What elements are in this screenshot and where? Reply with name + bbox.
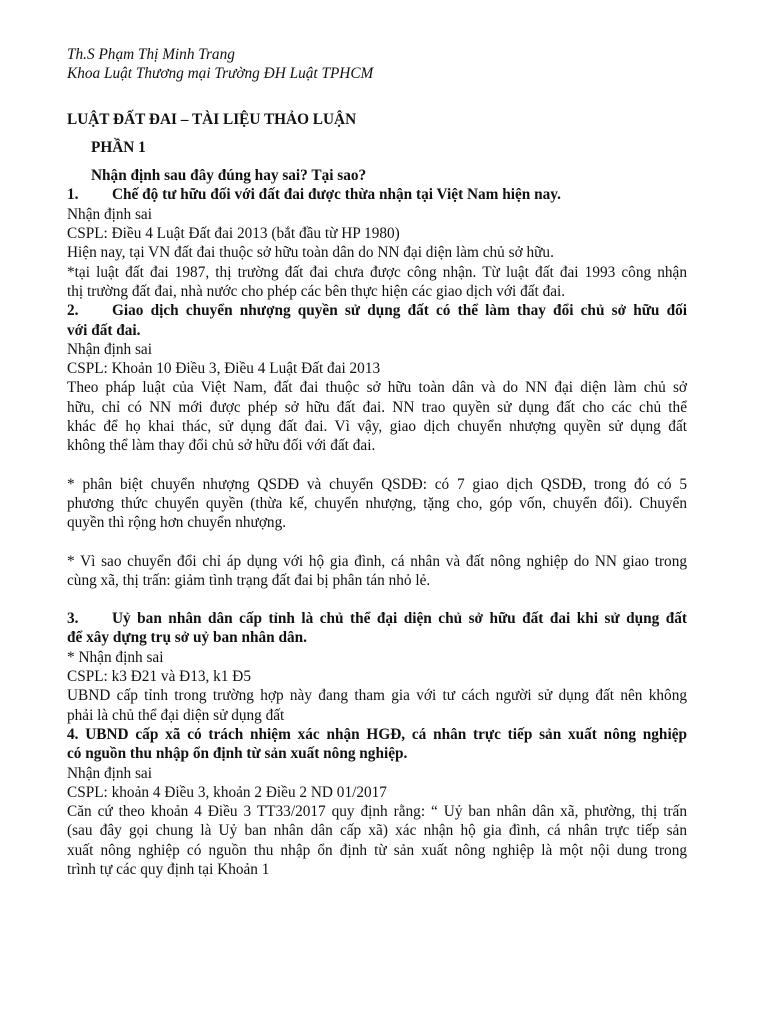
q2-note-line: * Vì sao chuyển đổi chỉ áp dụng với hộ gia đình, cá nhân và đất nông nghiệp do NN giao trong xyxy=(67,552,687,570)
q1-cspl: CSPL: Điều 4 Luật Đất đai 2013 (bắt đầu từ HP 1980) xyxy=(67,225,400,243)
q1-title-text: Chế độ tư hữu đối với đất đai được thừa nhận tại Việt Nam hiện nay. xyxy=(112,186,561,204)
q1-paragraph: Hiện nay, tại VN đất đai thuộc sở hữu toàn dân do NN đại diện làm chủ sở hữu. xyxy=(67,244,554,262)
q3-number: 3. xyxy=(67,610,79,628)
author-affiliation: Khoa Luật Thương mại Trường ĐH Luật TPHCM xyxy=(67,65,374,83)
blank-line xyxy=(67,456,687,475)
q3-cspl: CSPL: k3 Đ21 và Đ13, k1 Đ5 xyxy=(67,668,251,686)
q2-verdict: Nhận định sai xyxy=(67,340,152,358)
q3-verdict: * Nhận định sai xyxy=(67,648,164,666)
q4-title: 4. UBND cấp xã có trách nhiệm xác nhận HGĐ, cá nhân trực tiếp sản xuất nông nghiệp xyxy=(67,725,687,743)
q2-cspl: CSPL: Khoản 10 Điều 3, Điều 4 Luật Đất đai 2013 xyxy=(67,360,381,378)
q4-paragraph-line: xuất nông nghiệp có nguồn thu nhập ổn định từ sản xuất nông nghiệp là một nội dung trong xyxy=(67,841,687,859)
q4-cspl: CSPL: khoản 4 Điều 3, khoản 2 Điều 2 ND 01/2017 xyxy=(67,783,387,801)
q3-paragraph-line: phải là chủ thể đại diện sử dụng đất xyxy=(67,706,285,724)
q2-paragraph-line: Theo pháp luật của Việt Nam, đất đai thuộc sở hữu toàn dân và do NN đại diện làm chủ sở xyxy=(67,379,687,397)
q2-paragraph-line: hữu, chỉ có NN mới được phép sở hữu đất đai. NN trao quyền sử dụng đất cho các chủ thể xyxy=(67,398,687,416)
document-title: LUẬT ĐẤT ĐAI – TÀI LIỆU THẢO LUẬN xyxy=(67,110,357,128)
q2-note-line: phương thức chuyển quyền (thừa kế, chuyển nhượng, tặng cho, góp vốn, chuyển đổi). Chuyển xyxy=(67,494,687,512)
q3-title-text: Uỷ ban nhân dân cấp tỉnh là chủ thể đại diện chủ sở hữu đất đai khi sử dụng đất xyxy=(112,610,687,628)
q2-note-line: cùng xã, thị trấn: giảm tình trạng đất đai bị phân tán nhỏ lẻ. xyxy=(67,571,431,589)
author-name: Th.S Phạm Thị Minh Trang xyxy=(67,46,235,63)
q4-paragraph-line: Căn cứ theo khoản 4 Điều 3 TT33/2017 quy định rằng: “ Uỷ ban nhân dân xã, phường, thị trấn xyxy=(67,803,687,821)
prompt-heading: Nhận định sau đây đúng hay sai? Tại sao? xyxy=(91,167,367,185)
q4-paragraph-line: (sau đây gọi chung là Uỷ ban nhân dân cấp xã) xác nhận hộ gia đình, cá nhân trực tiếp sản xyxy=(67,822,687,840)
q3-title xyxy=(67,609,687,628)
q1-verdict: Nhận định sai xyxy=(67,205,152,223)
q1-note-line: *tại luật đất đai 1987, thị trường đất đai chưa được công nhận. Từ luật đất đai 1993 công nhận xyxy=(67,263,687,281)
blank-line xyxy=(67,590,687,609)
q2-paragraph-line: không thể làm thay đổi chủ sở hữu đối với đất đai. xyxy=(67,437,376,455)
q1-number: 1. xyxy=(67,186,79,204)
q1-title xyxy=(67,185,687,204)
q2-title xyxy=(67,301,687,320)
q2-number: 2. xyxy=(67,302,79,320)
q2-title-text: Giao dịch chuyển nhượng quyền sử dụng đất có thể làm thay đổi chủ sở hữu đối xyxy=(112,302,687,320)
part-heading: PHẦN 1 xyxy=(91,138,146,156)
q4-paragraph-line: trình tự các quy định tại Khoản 1 xyxy=(67,860,270,878)
q1-note-line: thị trường đất đai, nhà nước cho phép các bên thực hiện các giao dịch với đất đai. xyxy=(67,282,566,300)
q2-title-cont: với đất đai. xyxy=(67,321,141,339)
q4-verdict: Nhận định sai xyxy=(67,764,152,782)
q2-note-line: * phân biệt chuyển nhượng QSDĐ và chuyển QSDĐ: có 7 giao dịch QSDĐ, trong đó có 5 xyxy=(67,475,687,493)
blank-line xyxy=(67,533,687,552)
q3-paragraph-line: UBND cấp tỉnh trong trường hợp này đang tham gia với tư cách người sử dụng đất nên không xyxy=(67,687,687,705)
q3-title-cont: để xây dựng trụ sở uỷ ban nhân dân. xyxy=(67,629,307,647)
q2-note-line: quyền thì rộng hơn chuyển nhượng. xyxy=(67,514,287,532)
q2-paragraph-line: khác để họ khai thác, sử dụng đất đai. Vì vậy, giao dịch chuyển nhượng quyền sử dụng đất xyxy=(67,418,687,436)
q4-title-cont: có nguồn thu nhập ổn định từ sản xuất nông nghiệp. xyxy=(67,745,408,763)
document-page xyxy=(67,45,687,879)
